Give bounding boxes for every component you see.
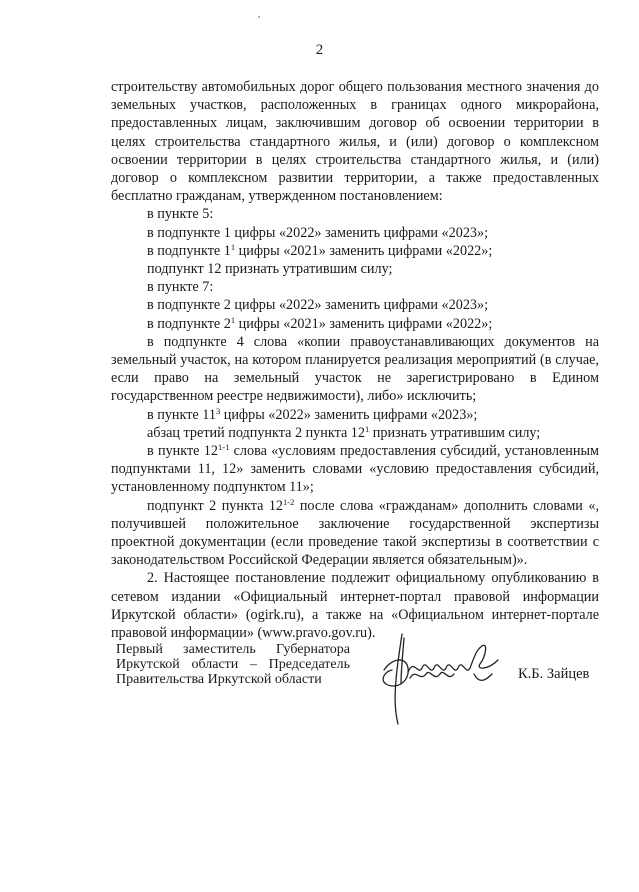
paragraph-point-11-3: в пункте $11^3$ цифры «2022» заменить цифрами «2023»; — [147, 405, 478, 423]
paragraph-subpoint-1: в подпункте 1 цифры «2022» заменить цифрами «2023»; — [147, 224, 489, 241]
signatory-title-line: Первый заместитель Губернатора — [116, 642, 350, 657]
signer-name: К.Б. Зайцев — [518, 666, 590, 682]
paragraph-point-12-1: абзац третий подпункта 2 пункта $12^1$ признать утратившим силу; — [147, 423, 541, 441]
paragraph-point-5: в пункте 5: — [147, 206, 214, 223]
paragraph-point-12-1-2: подпункт 2 пункта 12$^{1-2}$ после слова «гражданам» дополнить словами «, получившей положительное заключение государственной экспертизы проектной документации (если проведение такой экспертизы в соответствии с законодательством Российской Федерации является обязательным)». — [111, 496, 599, 569]
scan-speck — [258, 16, 260, 18]
paragraph-publication: 2. Настоящее постановление подлежит официальному опубликованию в сетевом издании «Официальный интернет-портал правовой информации Иркутской области» (ogirk.ru), а также на «Официальном интернет-портале правовой информации» (www.pravo.gov.ru). — [111, 570, 599, 642]
document-body — [111, 78, 599, 642]
handwritten-signature — [370, 628, 505, 728]
page-number: 2 — [315, 42, 324, 58]
paragraph-point-7: в пункте 7: — [147, 279, 214, 296]
paragraph-subpoint-2-1: в подпункте $2^1$ цифры «2021» заменить цифрами «2022»; — [147, 314, 493, 332]
signatory-title-line: Иркутской области – Председатель — [116, 657, 350, 672]
paragraph-intro: строительству автомобильных дорог общего пользования местного значения до земельных участков, расположенных в границах одного микрорайона, предоставленных лицам, заключившим договор об освоении территории в целях строительства стандартного жилья, и (или) договор о комплексном освоении территории в целях строительства стандартного жилья, и (или) договор о комплексном развитии территории, а также предоставленных бесплатно гражданам, утвержденном постановлением: — [111, 79, 599, 205]
paragraph-subpoint-4: в подпункте 4 слова «копии правоустанавливающих документов на земельный участок, на котором планируется реализация мероприятий (в случае, если право на земельный участок не зарегистрировано в Едином государственном реестре недвижимости), либо» исключить; — [111, 333, 599, 405]
paragraph-subpoint-12: подпункт 12 признать утратившим силу; — [147, 261, 393, 278]
paragraph-point-12-1-1: в пункте 12$^{1-1}$ слова «условиям предоставления субсидий, установленным подпунктами 11, 12» заменить словами «условию предоставления субсидий, установленному подпунктом 11»; — [111, 442, 600, 496]
paragraph-subpoint-1-1: в подпункте $1^1$ цифры «2021» заменить цифрами «2022»; — [147, 241, 493, 259]
signatory-title — [116, 642, 350, 687]
signatory-title-line: Правительства Иркутской области — [116, 672, 322, 687]
paragraph-subpoint-2: в подпункте 2 цифры «2022» заменить цифрами «2023»; — [147, 297, 489, 314]
